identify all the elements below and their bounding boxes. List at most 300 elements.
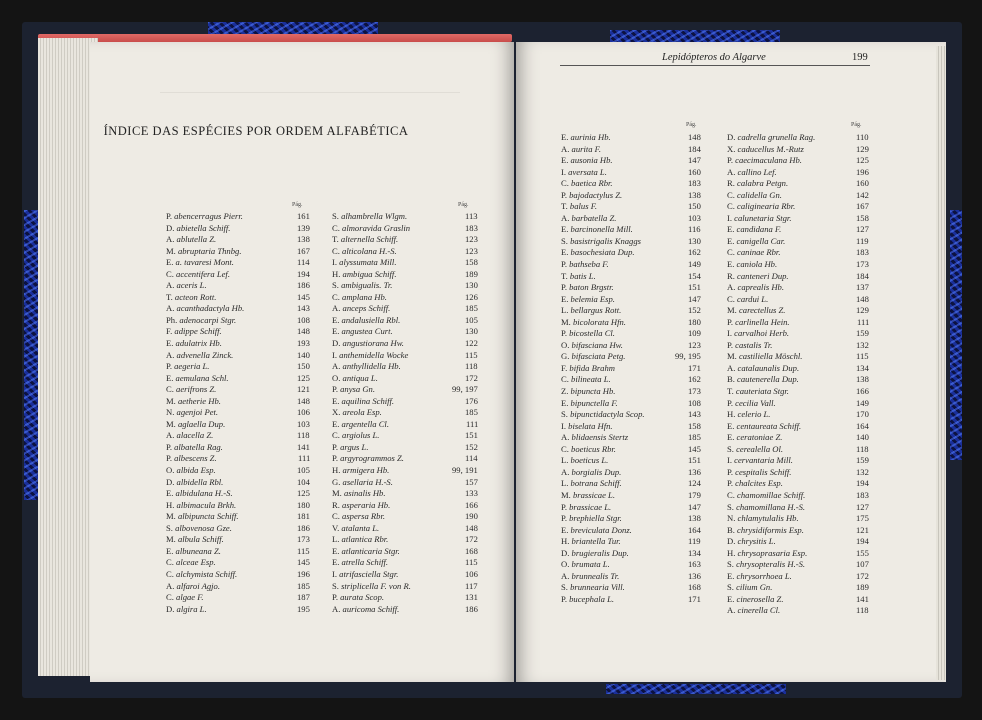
genus-initial: T. [727, 386, 736, 397]
genus-initial: P. [166, 211, 175, 221]
genus-initial: H. [561, 536, 572, 547]
index-entry [727, 236, 869, 248]
index-entry [166, 477, 310, 489]
index-entry [561, 363, 701, 375]
page-reference: 130 [465, 326, 478, 337]
index-entry [332, 442, 478, 454]
genus-initial: F. [166, 326, 175, 337]
index-entry [561, 398, 701, 410]
index-entry [166, 534, 310, 546]
page-reference: 118 [856, 605, 869, 616]
genus-initial: L. [561, 455, 571, 466]
page-reference: 173 [688, 386, 701, 397]
index-entry [166, 511, 310, 523]
genus-initial: V. [332, 522, 342, 533]
species-name: caniola Hb. [736, 259, 778, 270]
species-name: aerifrons Z. [176, 384, 217, 395]
genus-initial: D. [166, 476, 177, 487]
species-name: carvalhoi Herb. [734, 328, 790, 339]
species-name: bicostella Cl. [569, 328, 615, 339]
species-name: castalis Tr. [735, 339, 773, 350]
page-reference: 175 [856, 513, 869, 524]
genus-initial: H. [332, 268, 343, 279]
genus-initial: C. [727, 489, 738, 500]
genus-initial: T. [332, 234, 341, 245]
species-name: argus L. [340, 441, 369, 452]
marbled-cover-bottom [606, 684, 786, 694]
page-reference: 125 [297, 488, 310, 499]
page-reference: 151 [465, 430, 478, 441]
index-entry [727, 548, 869, 560]
species-name: cauteriata Stgr. [735, 386, 789, 397]
page-reference: 158 [856, 212, 869, 223]
genus-initial: A. [727, 166, 738, 177]
genus-initial: C. [166, 592, 177, 603]
species-name: algira L. [176, 603, 207, 614]
index-entry [561, 444, 701, 456]
genus-initial: E. [332, 418, 342, 429]
index-entry [727, 605, 869, 617]
species-name: angustea Curt. [341, 326, 393, 337]
page-reference: 136 [688, 466, 701, 477]
index-entry [332, 246, 478, 258]
species-name: basistrigalis Knaggs [570, 235, 641, 246]
species-name: bifida Brahm [569, 362, 615, 373]
page-reference: 121 [297, 384, 310, 395]
page-reference: 196 [856, 166, 869, 177]
species-name: carlinella Hein. [735, 316, 790, 327]
page-reference: 166 [856, 386, 869, 397]
genus-initial: R. [727, 178, 738, 189]
species-name: antiqua L. [342, 372, 378, 383]
page-reference: 148 [465, 522, 478, 533]
page-reference: 127 [856, 224, 869, 235]
genus-initial: C. [332, 291, 343, 302]
page-reference: 184 [688, 143, 701, 154]
genus-initial: E. [561, 132, 571, 142]
species-name: aurita F. [571, 143, 601, 154]
genus-initial: E. [166, 257, 176, 268]
genus-initial: P. [561, 282, 570, 293]
index-entry [166, 326, 310, 338]
index-entry [332, 269, 478, 281]
genus-initial: G. [561, 351, 572, 362]
index-entry [332, 350, 478, 362]
species-name: advenella Zinck. [176, 349, 234, 360]
genus-initial: P. [561, 501, 570, 512]
genus-initial: S. [727, 559, 737, 570]
genus-initial: M. [166, 511, 178, 522]
page-reference: 170 [856, 409, 869, 420]
genus-initial: A. [561, 432, 572, 443]
page-reference: 139 [297, 222, 310, 233]
genus-initial: P. [727, 397, 736, 408]
header-rule [560, 65, 870, 66]
species-name: ablutella Z. [176, 234, 217, 245]
species-name: albidulana H.-S. [175, 488, 233, 499]
page-reference: 138 [688, 513, 701, 524]
page-reference: 150 [297, 361, 310, 372]
genus-initial: S. [561, 409, 571, 420]
page-reference: 171 [688, 362, 701, 373]
genus-initial: C. [727, 189, 738, 200]
page-reference: 125 [856, 155, 869, 166]
right-column-2 [727, 132, 869, 617]
marbled-cover-top [208, 22, 378, 34]
species-name: aemulana Schl. [175, 372, 229, 383]
genus-initial: P. [332, 384, 341, 395]
genus-initial: A. [332, 361, 343, 372]
species-name: cadrella grunella Rag. [737, 132, 816, 142]
genus-initial: C. [561, 178, 572, 189]
species-name: abencerragus Pierr. [174, 211, 243, 221]
species-name: striplicella F. von R. [341, 580, 411, 591]
species-name: amplana Hb. [342, 291, 387, 302]
index-entry [166, 396, 310, 408]
index-entry [727, 502, 869, 514]
page-reference: 131 [465, 592, 478, 603]
page-reference: 99, 197 [452, 384, 478, 395]
page-reference: 168 [465, 545, 478, 556]
index-entry [166, 338, 310, 350]
genus-initial: A. [727, 282, 738, 293]
species-name: bifasciana Hw. [571, 339, 623, 350]
genus-initial: D. [561, 547, 572, 558]
index-entry [166, 384, 310, 396]
index-entry [727, 582, 869, 594]
genus-initial: O. [561, 559, 572, 570]
genus-initial: M. [166, 534, 178, 545]
species-name: argentella Cl. [341, 418, 389, 429]
species-name: anysa Gn. [340, 384, 375, 395]
species-name: areola Esp. [342, 407, 382, 418]
genus-initial: E. [727, 593, 737, 604]
genus-initial: O. [561, 339, 572, 350]
species-name: aglaella Dup. [177, 418, 226, 429]
page-reference: 149 [688, 259, 701, 270]
page-reference: 148 [297, 326, 310, 337]
page-reference: 123 [465, 234, 478, 245]
page-reference: 193 [297, 338, 310, 349]
species-name: caecimaculana Hb. [735, 155, 802, 166]
page-reference: 140 [297, 349, 310, 360]
index-entry [727, 282, 869, 294]
pag-label-right-2: Pág. [851, 122, 862, 128]
species-name: botrana Schiff. [570, 478, 622, 489]
page-reference: 173 [856, 259, 869, 270]
species-name: baetica Rbr. [571, 178, 613, 189]
page-reference: 130 [465, 280, 478, 291]
genus-initial: E. [332, 314, 342, 325]
genus-initial: P. [727, 466, 736, 477]
genus-initial: P. [166, 361, 175, 372]
genus-initial: L. [332, 534, 342, 545]
genus-initial: T. [166, 291, 175, 302]
page-reference: 183 [465, 222, 478, 233]
page-reference: 145 [688, 443, 701, 454]
species-name: biselata Hfn. [568, 420, 613, 431]
species-name: boeticus Rbr. [571, 443, 616, 454]
index-entry [727, 386, 869, 398]
index-entry [166, 257, 310, 269]
genus-initial: E. [332, 395, 342, 406]
page-reference: 140 [856, 432, 869, 443]
species-name: bipunctidactyla Scop. [570, 409, 645, 420]
page-reference: 183 [856, 489, 869, 500]
species-name: cautenerella Dup. [737, 374, 799, 385]
genus-initial: E. [332, 557, 342, 568]
species-name: ceratoniae Z. [736, 432, 783, 443]
index-entry [332, 396, 478, 408]
species-name: canigella Car. [736, 235, 786, 246]
genus-initial: C. [727, 201, 738, 212]
genus-initial: A. [166, 580, 177, 591]
page-reference: 172 [856, 570, 869, 581]
index-entry [166, 407, 310, 419]
genus-initial: P. [166, 453, 175, 464]
index-entry [561, 582, 701, 594]
species-name: chamomillana H.-S. [736, 501, 806, 512]
genus-initial: E. [166, 545, 176, 556]
index-entry [332, 430, 478, 442]
index-entry [727, 155, 869, 167]
genus-initial: C. [561, 443, 572, 454]
genus-initial: E. [561, 293, 571, 304]
page-reference: 148 [856, 293, 869, 304]
genus-initial: A. [561, 143, 572, 154]
index-entry [561, 132, 701, 144]
page-reference: 166 [465, 499, 478, 510]
page-reference: 185 [465, 407, 478, 418]
index-entry [166, 557, 310, 569]
page-reference: 123 [465, 245, 478, 256]
genus-initial: C. [727, 247, 738, 258]
species-name: acanthadactyla Hb. [176, 303, 245, 314]
index-entry [166, 546, 310, 558]
genus-initial: R. [727, 270, 738, 281]
page-reference: 180 [297, 499, 310, 510]
species-name: candidana F. [736, 224, 782, 235]
index-entry [166, 303, 310, 315]
species-name: caducellus M.-Rutz [737, 143, 804, 154]
index-entry [727, 247, 869, 259]
species-name: armigera Hb. [342, 465, 390, 476]
index-entry [166, 465, 310, 477]
page-reference: 167 [856, 201, 869, 212]
genus-initial: C. [332, 430, 343, 441]
species-name: brassicae L. [572, 489, 615, 500]
index-entry [561, 536, 701, 548]
genus-initial: A. [561, 466, 572, 477]
genus-initial: C. [561, 374, 572, 385]
page-reference: 189 [465, 268, 478, 279]
index-entry [166, 581, 310, 593]
genus-initial: S. [727, 582, 737, 593]
index-entry [561, 213, 701, 225]
genus-initial: M. [166, 395, 178, 406]
species-name: bipunctella F. [570, 397, 618, 408]
genus-initial: P. [561, 513, 570, 524]
genus-initial: C. [332, 245, 343, 256]
genus-initial: E. [727, 432, 737, 443]
page-reference: 154 [688, 270, 701, 281]
index-entry [332, 604, 478, 616]
page-reference: 115 [465, 557, 478, 568]
genus-initial: C. [166, 268, 177, 279]
index-entry [166, 488, 310, 500]
page-reference: 118 [297, 430, 310, 441]
index-entry [561, 282, 701, 294]
index-entry [166, 280, 310, 292]
page-reference: 185 [297, 580, 310, 591]
genus-initial: I. [727, 328, 735, 339]
species-name: adippe Schiff. [174, 326, 222, 337]
species-name: asperaria Hb. [342, 499, 391, 510]
species-name: alacella Z. [176, 430, 214, 441]
genus-initial: P. [166, 441, 175, 452]
species-name: aurata Scop. [340, 592, 385, 603]
index-entry [166, 430, 310, 442]
page-reference: 186 [297, 522, 310, 533]
page-reference: 194 [856, 536, 869, 547]
genus-initial: I. [332, 257, 340, 268]
species-name: cinerella Cl. [737, 605, 781, 616]
species-name: asellaria H.-S. [342, 476, 393, 487]
page-reference: 151 [688, 455, 701, 466]
genus-initial: E. [561, 224, 571, 235]
species-name: aspersa Rbr. [342, 511, 386, 522]
species-name: auricoma Schiff. [342, 603, 400, 614]
index-entry [332, 419, 478, 431]
page-reference: 148 [297, 395, 310, 406]
species-name: albimacula Brkh. [176, 499, 237, 510]
index-entry [166, 500, 310, 512]
page-reference: 171 [688, 593, 701, 604]
index-entry [332, 303, 478, 315]
index-entry [561, 559, 701, 571]
species-name: alyssumata Mill. [339, 257, 397, 268]
species-name: argiolus L. [342, 430, 380, 441]
genus-initial: B. [727, 524, 738, 535]
species-name: a. tavaresi Mont. [175, 257, 234, 268]
index-entry [561, 513, 701, 525]
page-reference: 164 [856, 420, 869, 431]
species-name: abruptaria Thnbg. [177, 245, 242, 256]
index-entry [561, 294, 701, 306]
page-reference: 147 [688, 155, 701, 166]
page-reference: 160 [856, 178, 869, 189]
index-entry [727, 374, 869, 386]
genus-initial: P. [727, 155, 736, 166]
species-name: chalcites Esp. [735, 478, 783, 489]
species-name: centaureata Schiff. [736, 420, 802, 431]
species-name: cespitalis Schiff. [735, 466, 792, 477]
species-name: carectellus Z. [738, 305, 786, 316]
page-reference: 119 [688, 536, 701, 547]
index-entry [166, 315, 310, 327]
page-reference: 163 [688, 559, 701, 570]
index-entry [727, 467, 869, 479]
page-reference: 126 [465, 291, 478, 302]
index-entry [561, 259, 701, 271]
index-entry [332, 511, 478, 523]
species-name: anceps Schiff. [342, 303, 391, 314]
page-reference: 147 [688, 501, 701, 512]
index-entry [561, 144, 701, 156]
species-name: basochesiata Dup. [570, 247, 635, 258]
index-entry [561, 467, 701, 479]
species-name: alternella Schiff. [340, 234, 399, 245]
page-reference: 181 [297, 511, 310, 522]
index-entry [332, 257, 478, 269]
species-name: aceris L. [176, 280, 207, 291]
left-column-2 [332, 211, 478, 615]
page-reference: 99, 191 [452, 465, 478, 476]
genus-initial: E. [561, 397, 571, 408]
species-name: ambigua Schiff. [342, 268, 397, 279]
page-reference: 194 [297, 268, 310, 279]
page-reference: 116 [688, 224, 701, 235]
left-column-1 [166, 211, 310, 615]
species-name: alfaroi Agjo. [176, 580, 220, 591]
index-entry [561, 525, 701, 537]
index-entry [166, 419, 310, 431]
species-name: chrysitis L. [737, 536, 776, 547]
index-entry [727, 132, 869, 144]
genus-initial: P. [561, 259, 570, 270]
page-reference: 183 [856, 247, 869, 258]
page-reference: 142 [856, 189, 869, 200]
page-reference: 141 [297, 441, 310, 452]
page-reference: 145 [297, 291, 310, 302]
index-entry [561, 478, 701, 490]
index-entry [332, 523, 478, 535]
index-entry [166, 292, 310, 304]
genus-initial: O. [166, 465, 177, 476]
genus-initial: P. [561, 328, 570, 339]
index-entry [727, 351, 869, 363]
pag-label-left-1: Pág. [292, 202, 303, 208]
genus-initial: E. [561, 524, 571, 535]
genus-initial: I. [727, 212, 735, 223]
index-entry [727, 144, 869, 156]
species-name: albipuncta Schiff. [177, 511, 239, 522]
index-entry [332, 326, 478, 338]
genus-initial: C. [727, 293, 738, 304]
page-reference: 124 [688, 478, 701, 489]
species-name: argyrogrammos Z. [340, 453, 404, 464]
index-entry [561, 317, 701, 329]
genus-initial: E. [561, 247, 571, 258]
genus-initial: S. [332, 280, 342, 291]
species-name: chlamytulalis Hb. [737, 513, 799, 524]
species-name: albovenosa Gze. [175, 522, 232, 533]
species-name: almoravida Graslin [342, 222, 411, 233]
index-entry [561, 167, 701, 179]
genus-initial: R. [332, 499, 343, 510]
species-name: borgialis Dup. [571, 466, 622, 477]
page-reference: 168 [688, 582, 701, 593]
page-reference: 114 [465, 453, 478, 464]
genus-initial: I. [561, 420, 569, 431]
species-name: agenjoi Pet. [176, 407, 219, 418]
species-name: aversata L. [568, 166, 607, 177]
index-entry [727, 190, 869, 202]
index-entry [561, 247, 701, 259]
pag-label-right-1: Pág. [686, 122, 697, 128]
page-reference: 176 [465, 395, 478, 406]
index-entry [561, 571, 701, 583]
